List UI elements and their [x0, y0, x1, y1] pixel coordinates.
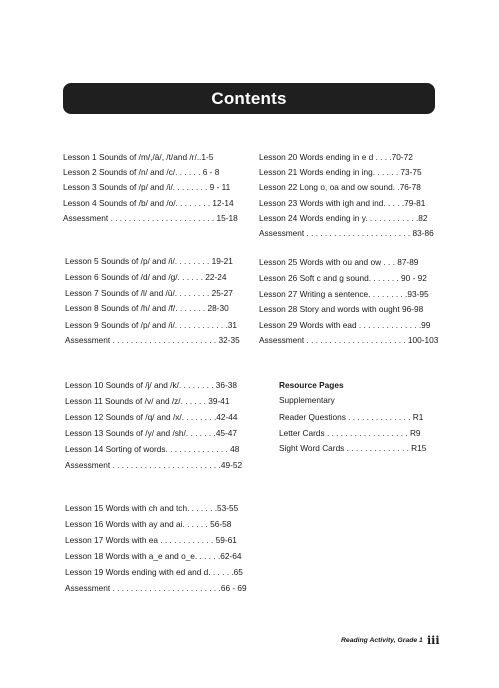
toc-entry[interactable]: Lesson 24 Words ending in y. . . . . . . . . . . .82 — [259, 213, 428, 223]
toc-entry[interactable]: Lesson 6 Sounds of /d/ and /g/. . . . . . 22-24 — [65, 272, 227, 282]
toc-entry[interactable]: Lesson 8 Sounds of /h/ and /f/. . . . . . . 28-30 — [65, 303, 229, 313]
toc-entry[interactable]: Lesson 1 Sounds of /m/,/ā/, /t/and /r/..1-5 — [63, 152, 214, 162]
toc-entry[interactable]: Lesson 22 Long o, oa and ow sound. .76-78 — [259, 182, 421, 192]
toc-entry[interactable]: Lesson 27 Writing a sentence. . . . . . . . .93-95 — [259, 289, 429, 299]
toc-entry[interactable]: Lesson 29 Words with ead . . . . . . . . . . . . . .99 — [259, 320, 431, 330]
toc-entry[interactable]: Lesson 11 Sounds of /v/ and /z/. . . . . . 39-41 — [65, 396, 230, 406]
toc-entry[interactable]: Lesson 26 Soft c and g sound. . . . . . . 90 - 92 — [259, 273, 427, 283]
toc-entry[interactable]: Lesson 18 Words with a_e and o_e. . . . . .62-64 — [65, 551, 242, 561]
page-title: Contents — [211, 88, 287, 108]
toc-entry[interactable]: Lesson 16 Words with ay and ai. . . . . . 56-58 — [65, 519, 232, 529]
toc-entry[interactable]: Lesson 23 Words with igh and ind. . . . .79-81 — [259, 198, 426, 208]
footer-book-title: Reading Activity, Grade 1 — [341, 637, 423, 644]
contents-banner — [63, 83, 435, 114]
toc-entry[interactable]: Lesson 17 Words with ea . . . . . . . . . . . . 59-61 — [65, 535, 237, 545]
toc-entry[interactable]: Lesson 28 Story and words with ought 96-98 — [259, 304, 424, 314]
toc-entry[interactable]: Lesson 12 Sounds of /q/ and /x/. . . . . . . .42-44 — [65, 412, 238, 422]
page-number: iii — [427, 634, 440, 647]
toc-entry[interactable]: Sight Word Cards . . . . . . . . . . . . . . R15 — [279, 443, 427, 453]
toc-entry[interactable]: Lesson 3 Sounds of /p/ and /i/. . . . . . . . 9 - 11 — [63, 182, 231, 192]
toc-entry[interactable]: Lesson 5 Sounds of /p/ and /i/. . . . . . . . 19-21 — [65, 256, 233, 266]
toc-entry[interactable]: Assessment . . . . . . . . . . . . . . . . . . . . . . . 15-18 — [63, 213, 238, 223]
toc-entry[interactable]: Lesson 19 Words ending with ed and d. . . . . .65 — [65, 567, 243, 577]
toc-entry[interactable]: Assessment . . . . . . . . . . . . . . . . . . . . . . . 32-35 — [65, 335, 240, 345]
toc-entry[interactable]: Lesson 7 Sounds of /l/ and /ū/. . . . . . . . 25-27 — [65, 288, 233, 298]
toc-entry[interactable]: Lesson 15 Words with ch and tch. . . . . . .53-55 — [65, 503, 239, 513]
toc-entry[interactable]: Lesson 21 Words ending in ing. . . . . . 73-75 — [259, 167, 422, 177]
toc-entry[interactable]: Lesson 4 Sounds of /b/ and /o/. . . . . . . . 12-14 — [63, 198, 234, 208]
toc-entry[interactable]: Lesson 13 Sounds of /y/ and /sh/. . . . . . .45-47 — [65, 428, 238, 438]
toc-entry[interactable]: Lesson 9 Sounds of /p/ and /i/. . . . . . . . . . . .31 — [65, 320, 238, 330]
toc-entry[interactable]: Lesson 2 Sounds of /n/ and /c/. . . . . . 6 - 8 — [63, 167, 220, 177]
toc-entry[interactable]: Lesson 25 Words with ou and ow . . . 87-89 — [259, 257, 419, 267]
toc-entry[interactable]: Assessment . . . . . . . . . . . . . . . . . . . . . . . 83-86 — [259, 228, 434, 238]
resource-pages-heading: Resource Pages — [279, 380, 344, 390]
toc-entry[interactable]: Letter Cards . . . . . . . . . . . . . . . . . . R9 — [279, 428, 421, 438]
toc-entry[interactable]: Lesson 20 Words ending in e d . . . .70-72 — [259, 152, 413, 162]
toc-entry[interactable]: Lesson 14 Sorting of words. . . . . . . . . . . . . . 48 — [65, 444, 240, 454]
toc-entry[interactable]: Assessment . . . . . . . . . . . . . . . . . . . . . . . .66 - 69 — [65, 583, 247, 593]
toc-entry[interactable]: Lesson 10 Sounds of /j/ and /k/. . . . . . . . 36-38 — [65, 380, 238, 390]
toc-entry[interactable]: Supplementary — [279, 395, 335, 405]
toc-entry[interactable]: Reader Questions . . . . . . . . . . . . . . R1 — [279, 412, 424, 422]
toc-entry[interactable]: Assessment . . . . . . . . . . . . . . . . . . . . . . . .49-52 — [65, 460, 243, 470]
toc-entry[interactable]: Assessment . . . . . . . . . . . . . . . . . . . . . . 100-103 — [259, 335, 439, 345]
